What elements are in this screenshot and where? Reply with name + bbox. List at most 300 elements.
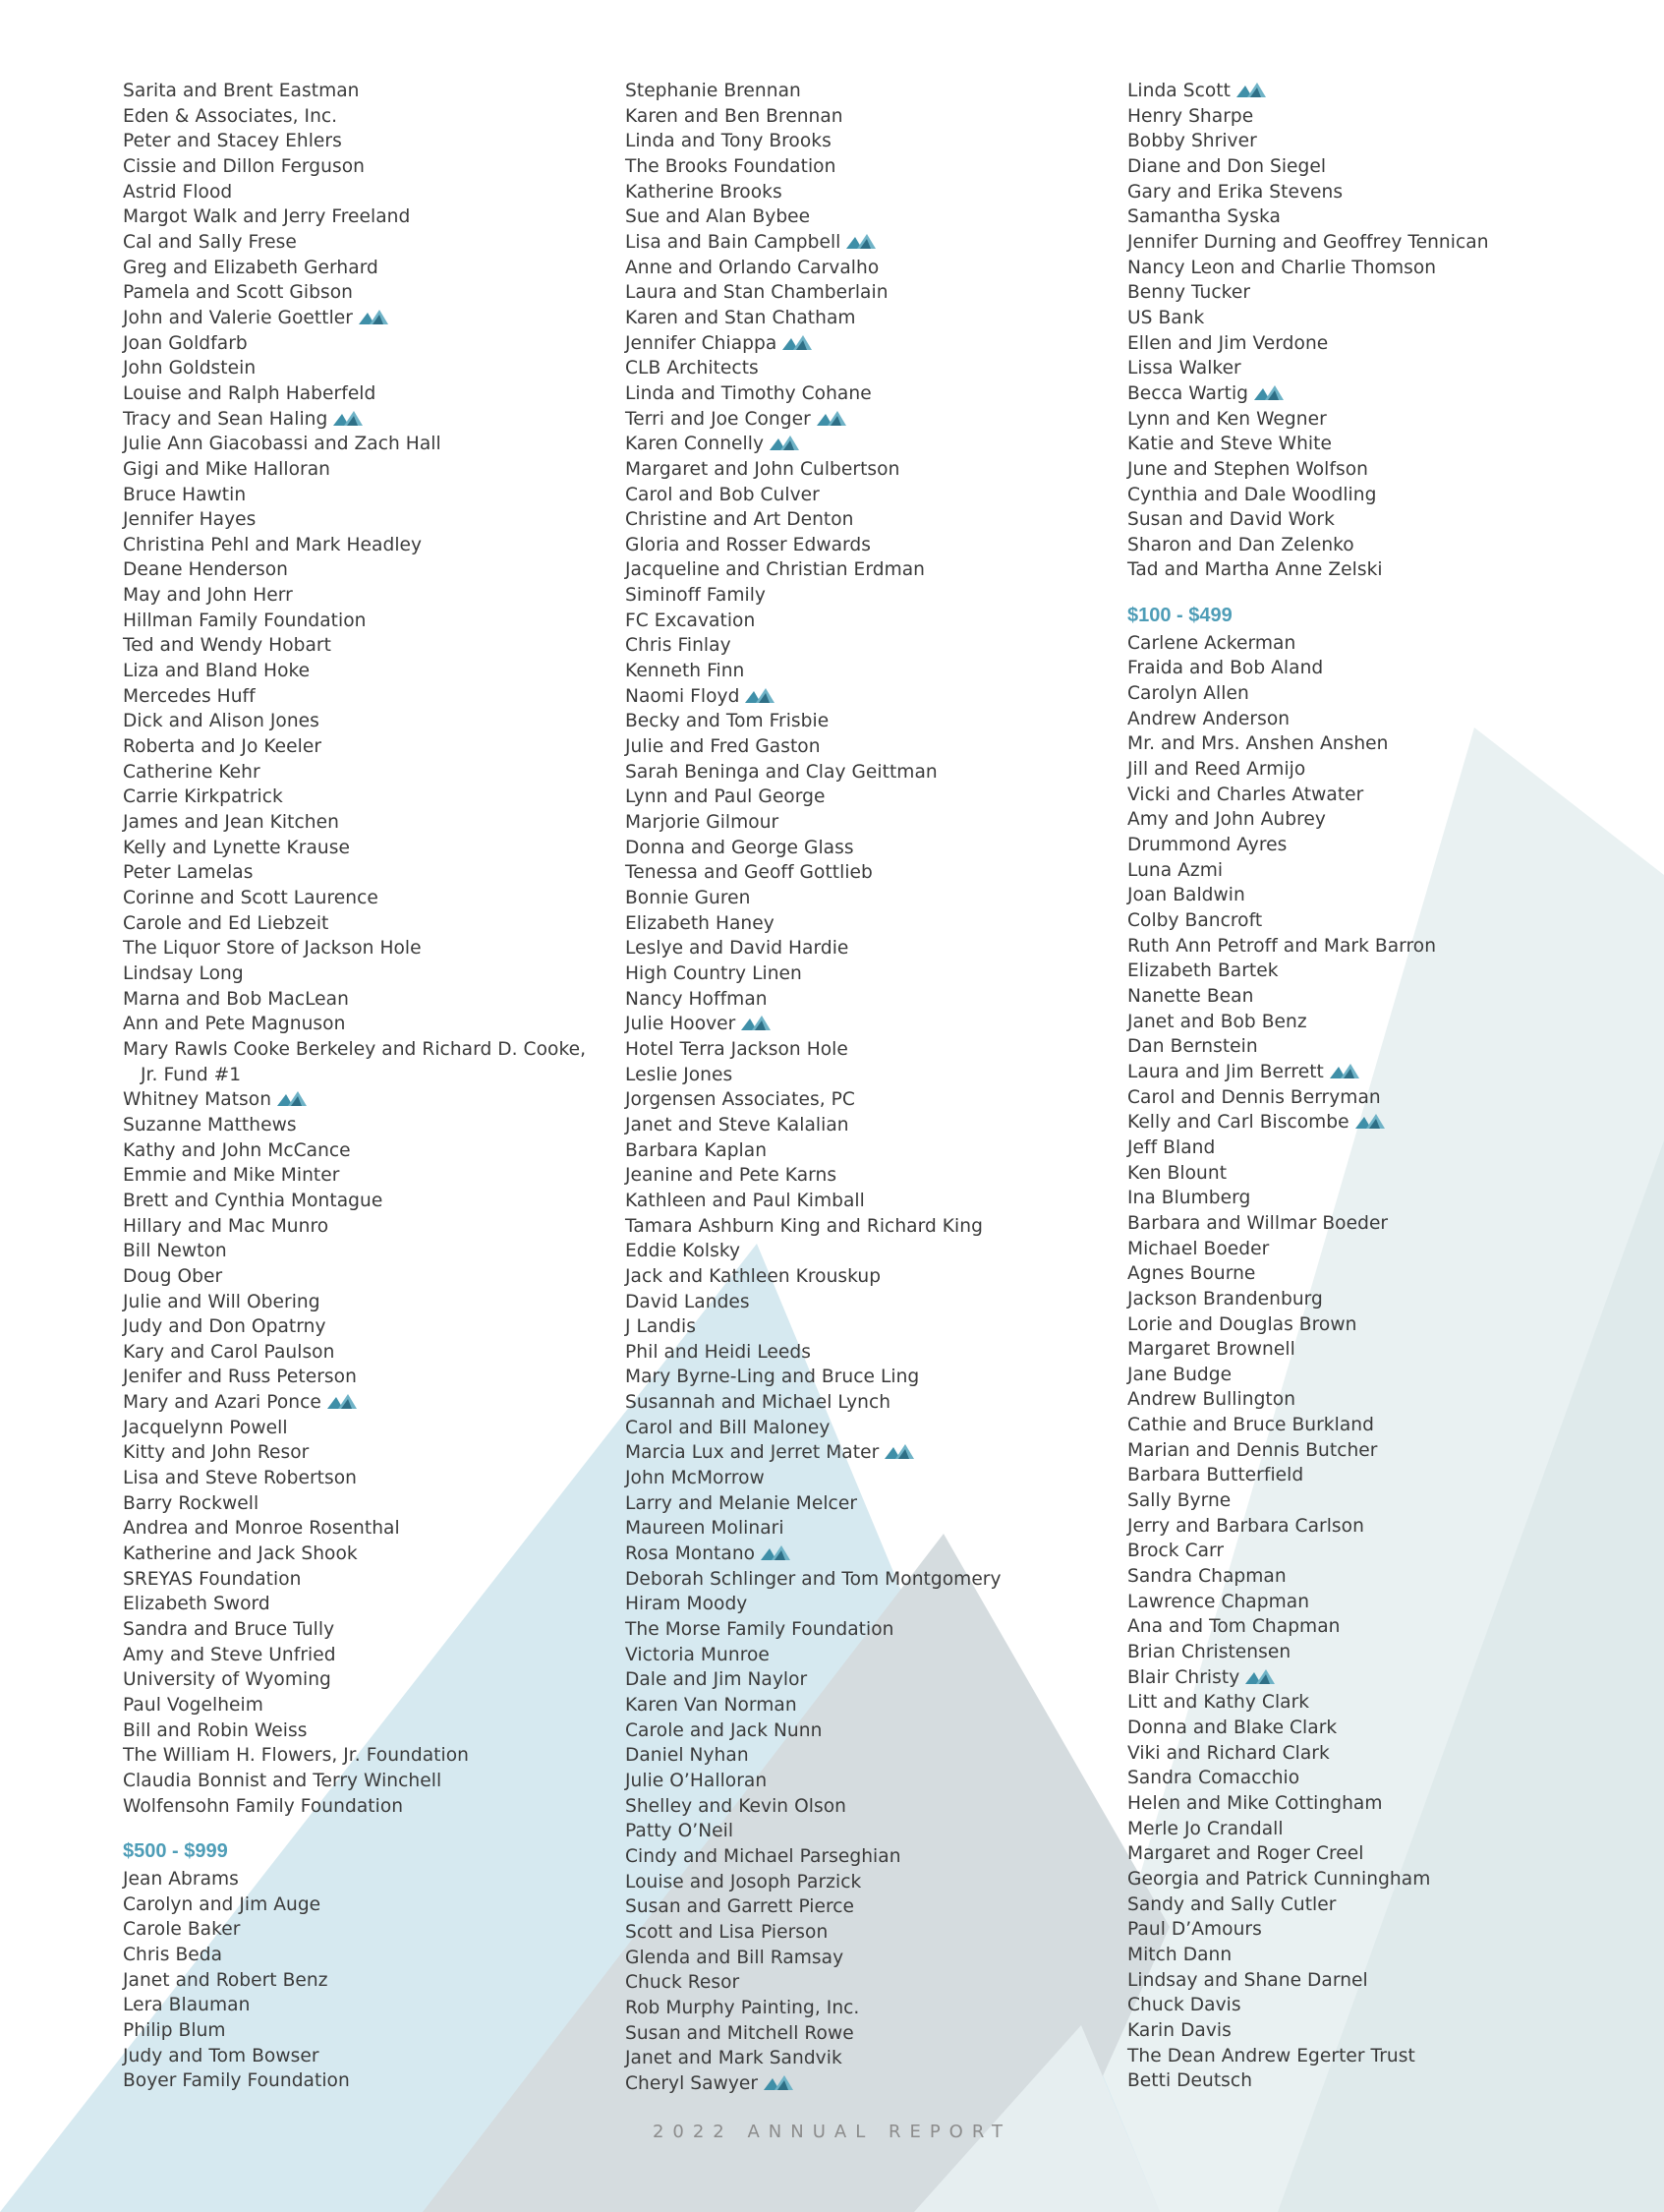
donor-name — [123, 1314, 595, 1340]
donor-name — [123, 256, 595, 281]
donor-name — [1127, 631, 1638, 657]
donor-text: Lynn and Paul George — [625, 786, 826, 808]
donor-name — [625, 1264, 1117, 1290]
donor-text: Mr. and Mrs. Anshen Anshen — [1127, 733, 1389, 755]
donor-text: Elizabeth Bartek — [1127, 960, 1279, 982]
donor-text: Margot Walk and Jerry Freeland — [123, 206, 411, 228]
donor-text: Marian and Dennis Butcher — [1127, 1439, 1378, 1461]
donor-text: Agnes Bourne — [1127, 1263, 1256, 1285]
donor-text: Carol and Dennis Berryman — [1127, 1086, 1381, 1108]
donor-text: Jeff Bland — [1127, 1136, 1216, 1158]
donor-name — [1127, 656, 1638, 681]
donor-name — [625, 1491, 1117, 1517]
donor-name — [123, 1516, 595, 1542]
donor-text: Wolfensohn Family Foundation — [123, 1795, 404, 1817]
donor-name — [625, 2071, 1117, 2097]
donor-text: Henry Sharpe — [1127, 105, 1254, 127]
donor-name — [1127, 1085, 1638, 1111]
donor-text: Georgia and Patrick Cunningham — [1127, 1868, 1431, 1890]
donor-text: Amy and John Aubrey — [1127, 809, 1326, 831]
donor-name — [625, 1643, 1117, 1668]
donor-name — [625, 583, 1117, 609]
donor-name — [625, 1390, 1117, 1416]
donor-text: Lera Blauman — [123, 1995, 251, 2016]
donor-name — [1127, 180, 1638, 205]
donor-text: Brett and Cynthia Montague — [123, 1190, 383, 1211]
donor-name — [123, 1390, 595, 1416]
donor-text: Paul Vogelheim — [123, 1695, 263, 1716]
donor-name — [625, 1314, 1117, 1340]
donor-name — [625, 1970, 1117, 1996]
donor-text: Susan and Mitchell Rowe — [625, 2022, 854, 2044]
donor-name — [1127, 1010, 1638, 1035]
donor-text: The Brooks Foundation — [625, 155, 836, 177]
mountain-icon — [277, 1090, 307, 1106]
donor-name — [1127, 533, 1638, 558]
donor-text: Julie O’Halloran — [625, 1770, 768, 1791]
donor-name — [1127, 1186, 1638, 1211]
donor-name — [625, 1870, 1117, 1895]
donor-name — [1127, 984, 1638, 1010]
donor-name — [625, 911, 1117, 937]
donor-name — [123, 381, 595, 407]
donor-name — [123, 407, 595, 433]
donor-text: Andrew Bullington — [1127, 1389, 1296, 1411]
donor-text: Carol and Bill Maloney — [625, 1417, 831, 1438]
donor-text: Paul D’Amours — [1127, 1919, 1262, 1941]
mountain-icon — [359, 309, 388, 324]
donor-name — [123, 1491, 595, 1517]
donor-text: Catherine Kehr — [123, 761, 260, 783]
donor-text: Sandra Comacchio — [1127, 1768, 1300, 1789]
donor-name — [1127, 1665, 1638, 1691]
donor-text: Sarita and Brent Eastman — [123, 81, 360, 101]
donor-text: Andrea and Monroe Rosenthal — [123, 1518, 400, 1540]
donor-text: Barbara and Willmar Boeder — [1127, 1212, 1389, 1234]
donor-text: Jane Budge — [1127, 1364, 1233, 1385]
donor-name — [1127, 2068, 1638, 2094]
donor-text: Kitty and John Resor — [123, 1442, 310, 1464]
donor-text: Carolyn and Jim Auge — [123, 1893, 321, 1915]
donor-name — [1127, 1892, 1638, 1918]
donor-text: Laura and Jim Berrett — [1127, 1061, 1324, 1082]
donor-name — [123, 1416, 595, 1441]
donor-text: Terri and Joe Conger — [625, 408, 811, 430]
mountain-icon — [1330, 1063, 1359, 1078]
donor-name — [1127, 1614, 1638, 1640]
donor-name — [123, 1037, 595, 1063]
donor-name — [1127, 1488, 1638, 1514]
donor-text: Kelly and Carl Biscombe — [1127, 1112, 1349, 1134]
mountain-icon — [745, 687, 775, 703]
donor-name — [1127, 707, 1638, 732]
donor-text: Cathie and Bruce Burkland — [1127, 1415, 1374, 1436]
donor-name — [625, 533, 1117, 558]
mountain-icon — [770, 435, 799, 450]
donor-text: Carole and Jack Nunn — [625, 1719, 823, 1741]
donor-text: Donna and Blake Clark — [1127, 1717, 1338, 1738]
donor-name — [123, 129, 595, 154]
donor-name — [1127, 256, 1638, 281]
donor-name — [1127, 1539, 1638, 1564]
donor-text: CLB Architects — [625, 358, 759, 379]
mountain-icon — [1355, 1113, 1385, 1129]
donor-name — [625, 230, 1117, 256]
donor-name — [625, 836, 1117, 861]
donor-text: David Landes — [625, 1291, 750, 1312]
donor-name — [1127, 204, 1638, 230]
donor-text: Bruce Hawtin — [123, 484, 247, 505]
donor-text: Lisa and Steve Robertson — [123, 1468, 357, 1489]
donor-text: Linda and Timothy Cohane — [625, 382, 872, 404]
donor-text: Janet and Bob Benz — [1127, 1011, 1307, 1032]
donor-text: Chris Finlay — [625, 635, 731, 657]
donor-text: Julie and Will Obering — [123, 1291, 320, 1312]
donor-text: Christina Pehl and Mark Headley — [123, 534, 423, 555]
donor-text: Hillman Family Foundation — [123, 610, 367, 631]
donor-name — [625, 2046, 1117, 2071]
donor-name — [123, 1264, 595, 1290]
donor-name — [625, 306, 1117, 331]
donor-name — [1127, 1287, 1638, 1312]
donor-name — [625, 936, 1117, 961]
donor-text: Kenneth Finn — [625, 661, 745, 682]
donor-text: Cheryl Sawyer — [625, 2072, 759, 2094]
donor-text: Ina Blumberg — [1127, 1188, 1251, 1209]
donor-name — [625, 1844, 1117, 1870]
donor-text: Brock Carr — [1127, 1541, 1225, 1562]
donor-text: Elizabeth Sword — [123, 1594, 270, 1615]
donor-name — [123, 860, 595, 886]
donor-text: Carlene Ackerman — [1127, 632, 1296, 654]
donor-name — [1127, 1590, 1638, 1615]
donor-name — [123, 1466, 595, 1491]
donor-text: Kathy and John McCance — [123, 1139, 351, 1161]
donor-name — [1127, 356, 1638, 381]
donor-name — [1127, 230, 1638, 256]
donor-name — [123, 1617, 595, 1643]
donor-name — [1127, 959, 1638, 984]
donor-text: High Country Linen — [625, 962, 802, 984]
donor-name — [1127, 1161, 1638, 1187]
donor-name — [1127, 381, 1638, 407]
donor-name — [625, 457, 1117, 483]
donor-name — [625, 557, 1117, 583]
donor-name — [1127, 1135, 1638, 1161]
donor-text: Betti Deutsch — [1127, 2070, 1253, 2092]
donor-name — [123, 1968, 595, 1994]
donor-name — [625, 1087, 1117, 1113]
donor-name — [1127, 1766, 1638, 1791]
donor-text: Elizabeth Haney — [625, 912, 775, 934]
donor-name — [625, 609, 1117, 634]
donor-name — [123, 507, 595, 533]
donor-text: Barry Rockwell — [123, 1492, 259, 1514]
donor-text: Jennifer Hayes — [123, 509, 257, 531]
donor-name — [123, 1743, 595, 1769]
donor-text: Boyer Family Foundation — [123, 2070, 350, 2092]
donor-name — [625, 785, 1117, 810]
donor-text: Joan Baldwin — [1127, 885, 1245, 906]
donor-text: Naomi Floyd — [625, 685, 740, 707]
donor-text: Margaret Brownell — [1127, 1339, 1295, 1361]
donor-name — [123, 557, 595, 583]
donor-text: SREYAS Foundation — [123, 1568, 302, 1590]
donor-text: May and John Herr — [123, 585, 293, 607]
donor-text: Chuck Davis — [1127, 1995, 1241, 2016]
donor-name — [123, 104, 595, 130]
donor-name — [123, 1892, 595, 1918]
donor-name — [123, 760, 595, 786]
donor-text: Bobby Shriver — [1127, 131, 1257, 152]
donor-text: Carol and Bob Culver — [625, 484, 820, 505]
donor-text: J Landis — [625, 1316, 696, 1338]
donor-name — [1127, 1817, 1638, 1842]
donor-name — [1127, 783, 1638, 808]
donor-name — [625, 987, 1117, 1013]
donor-text: Barbara Kaplan — [625, 1139, 768, 1161]
donor-name — [625, 1440, 1117, 1466]
donor-name — [123, 1643, 595, 1668]
donor-text: FC Excavation — [625, 610, 756, 631]
donor-text: Ted and Wendy Hobart — [123, 635, 331, 657]
donor-text: Marna and Bob MacLean — [123, 988, 349, 1010]
donor-name — [1127, 757, 1638, 783]
donor-name — [1127, 1791, 1638, 1817]
donor-name — [625, 256, 1117, 281]
donor-name — [123, 2068, 595, 2094]
donor-text: The Dean Andrew Egerter Trust — [1127, 2045, 1415, 2066]
donor-text: Pamela and Scott Gibson — [123, 282, 353, 304]
donor-name — [625, 1466, 1117, 1491]
donor-name — [625, 483, 1117, 508]
donor-text: Tamara Ashburn King and Richard King — [625, 1215, 983, 1237]
donor-name — [123, 483, 595, 508]
donor-name — [625, 659, 1117, 684]
donor-name — [123, 1138, 595, 1164]
donor-text: Jenifer and Russ Peterson — [123, 1367, 357, 1388]
mountain-icon — [817, 410, 846, 426]
donor-text: Philip Blum — [123, 2019, 226, 2041]
donor-text: Corinne and Scott Laurence — [123, 888, 378, 908]
donor-text: Roberta and Jo Keeler — [123, 736, 322, 758]
donor-name — [625, 886, 1117, 911]
donor-name — [123, 936, 595, 961]
donor-name — [1127, 483, 1638, 508]
donor-text: The William H. Flowers, Jr. Foundation — [123, 1745, 469, 1767]
donor-name — [123, 79, 595, 104]
donor-name — [1127, 883, 1638, 908]
donor-text: Drummond Ayres — [1127, 835, 1288, 856]
donor-name — [1127, 1741, 1638, 1767]
donor-text: The Liquor Store of Jackson Hole — [123, 938, 422, 960]
donor-name — [625, 1567, 1117, 1593]
donor-name — [1127, 1211, 1638, 1237]
donor-name — [625, 381, 1117, 407]
mountain-icon — [327, 1393, 357, 1409]
donor-text: Maureen Molinari — [625, 1518, 784, 1540]
donor-text: Amy and Steve Unfried — [123, 1644, 336, 1665]
donor-text: Gary and Erika Stevens — [1127, 181, 1344, 203]
donor-text: Ruth Ann Petroff and Mark Barron — [1127, 935, 1437, 957]
donor-text: Shelley and Kevin Olson — [625, 1795, 846, 1817]
donor-name — [123, 280, 595, 306]
donor-name — [123, 1794, 595, 1820]
donor-name — [1127, 79, 1638, 104]
donor-text: Eddie Kolsky — [625, 1241, 741, 1262]
donor-name — [1127, 1413, 1638, 1438]
donor-text: Luna Azmi — [1127, 859, 1224, 881]
donor-name — [1127, 331, 1638, 357]
donor-text: Peter and Stacey Ehlers — [123, 131, 342, 152]
donor-text: Marcia Lux and Jerret Mater — [625, 1442, 880, 1464]
donor-text: Carole Baker — [123, 1919, 241, 1941]
donor-text: Patty O’Neil — [625, 1821, 734, 1842]
donor-text: Barbara Butterfield — [1127, 1465, 1304, 1486]
donor-name — [123, 961, 595, 987]
donor-name — [123, 432, 595, 457]
donor-name — [625, 507, 1117, 533]
donor-text: Janet and Steve Kalalian — [625, 1114, 849, 1135]
donor-name — [625, 2021, 1117, 2047]
donor-text: Donna and George Glass — [625, 837, 854, 858]
donor-text: Colby Bancroft — [1127, 910, 1263, 931]
donor-text: Sandy and Sally Cutler — [1127, 1893, 1337, 1915]
donor-name — [123, 1769, 595, 1794]
donor-name — [123, 810, 595, 836]
donor-text: Dan Bernstein — [1127, 1036, 1258, 1058]
donor-name — [1127, 154, 1638, 180]
donor-text: Katie and Steve White — [1127, 434, 1332, 455]
donor-text: Sandra and Bruce Tully — [123, 1619, 335, 1641]
donor-name — [123, 785, 595, 810]
donor-text: Karen Van Norman — [625, 1695, 797, 1716]
donor-text: Hiram Moody — [625, 1594, 748, 1615]
donor-text: University of Wyoming — [123, 1669, 331, 1691]
donor-text: Suzanne Matthews — [123, 1114, 297, 1135]
donor-name — [123, 1567, 595, 1593]
donor-text: Carole and Ed Liebzeit — [123, 912, 329, 934]
donor-text: Susan and David Work — [1127, 509, 1335, 531]
donor-name — [625, 280, 1117, 306]
donor-text: Deane Henderson — [123, 559, 288, 581]
donor-text: Dale and Jim Naylor — [625, 1669, 808, 1691]
donor-name — [625, 1819, 1117, 1844]
donor-text: Nancy Hoffman — [625, 988, 768, 1010]
donor-name — [123, 356, 595, 381]
donor-text: Jean Abrams — [123, 1868, 239, 1890]
donor-text: Larry and Melanie Melcer — [625, 1492, 858, 1514]
donor-text: Becky and Tom Frisbie — [625, 711, 830, 732]
donor-text: Julie Hoover — [625, 1014, 736, 1035]
donor-text: Mary Rawls Cooke Berkeley and Richard D. Cooke, — [123, 1038, 587, 1060]
donor-text: Jeanine and Pete Karns — [625, 1165, 837, 1187]
donor-text: June and Stephen Wolfson — [1127, 458, 1368, 480]
donor-text: Lorie and Douglas Brown — [1127, 1313, 1357, 1335]
donor-text: Ann and Pete Magnuson — [123, 1014, 346, 1035]
donor-name — [1127, 457, 1638, 483]
donor-text: Michael Boeder — [1127, 1238, 1270, 1259]
donor-name — [625, 1743, 1117, 1769]
donor-text: Julie Ann Giacobassi and Zach Hall — [123, 434, 441, 455]
donor-text: Karen and Stan Chatham — [625, 307, 856, 328]
mountain-icon — [761, 1544, 790, 1560]
donor-text: James and Jean Kitchen — [123, 812, 339, 834]
donor-name — [123, 533, 595, 558]
donor-name — [625, 1138, 1117, 1164]
donor-text: Kathleen and Paul Kimball — [625, 1190, 865, 1211]
donor-text: Laura and Stan Chamberlain — [625, 282, 889, 304]
donor-name — [625, 1617, 1117, 1643]
donor-text: Claudia Bonnist and Terry Winchell — [123, 1770, 442, 1791]
mountain-icon — [764, 2074, 793, 2090]
donor-text: Lynn and Ken Wegner — [1127, 408, 1327, 430]
donor-name — [625, 734, 1117, 760]
donor-text: Chris Beda — [123, 1944, 223, 1965]
donor-name — [625, 1113, 1117, 1138]
donor-text: Scott and Lisa Pierson — [625, 1921, 829, 1943]
donor-text: Margaret and Roger Creel — [1127, 1843, 1364, 1865]
donor-text: Bonnie Guren — [625, 888, 751, 908]
donor-name — [1127, 858, 1638, 884]
donor-name — [1127, 833, 1638, 858]
donor-name — [1127, 1438, 1638, 1464]
donor-text: Bill Newton — [123, 1241, 227, 1262]
donor-name — [625, 356, 1117, 381]
donor-name — [123, 1440, 595, 1466]
donor-name — [123, 1340, 595, 1366]
donor-name — [1127, 1312, 1638, 1338]
donor-text: Mary Byrne-Ling and Bruce Ling — [625, 1367, 920, 1388]
donor-name — [1127, 2018, 1638, 2044]
donor-name — [1127, 1867, 1638, 1892]
donor-name — [123, 1943, 595, 1968]
donor-text: Judy and Don Opatrny — [123, 1316, 326, 1338]
donor-name — [625, 1667, 1117, 1693]
donor-text: Karen Connelly — [625, 434, 765, 455]
donor-text: Louise and Josoph Parzick — [625, 1871, 862, 1892]
donor-column-1 — [123, 79, 595, 2094]
donor-name — [625, 1996, 1117, 2021]
donor-name — [1127, 1716, 1638, 1741]
donor-text: Doug Ober — [123, 1265, 223, 1287]
donor-text: Vicki and Charles Atwater — [1127, 784, 1364, 805]
donor-name — [1127, 1564, 1638, 1590]
donor-name — [625, 760, 1117, 786]
donor-text: Hillary and Mac Munro — [123, 1215, 329, 1237]
donor-text: Nanette Bean — [1127, 985, 1254, 1007]
donor-name — [123, 1542, 595, 1567]
donor-name — [625, 1416, 1117, 1441]
donor-name — [123, 709, 595, 734]
donor-name — [123, 1189, 595, 1214]
donor-name — [1127, 407, 1638, 433]
donor-text: Carolyn Allen — [1127, 683, 1249, 705]
donor-text: Brian Christensen — [1127, 1642, 1291, 1663]
donor-name — [1127, 2044, 1638, 2069]
donor-name — [625, 1894, 1117, 1920]
donor-name — [625, 1769, 1117, 1794]
donor-text: Samantha Syska — [1127, 206, 1281, 228]
donor-name — [123, 633, 595, 659]
donor-text: Kary and Carol Paulson — [123, 1341, 335, 1363]
donor-name — [625, 104, 1117, 130]
donor-name — [123, 2018, 595, 2044]
giving-level-heading — [123, 1839, 595, 1865]
mountain-icon — [1254, 384, 1284, 400]
donor-name — [1127, 1363, 1638, 1388]
donor-name — [123, 1113, 595, 1138]
